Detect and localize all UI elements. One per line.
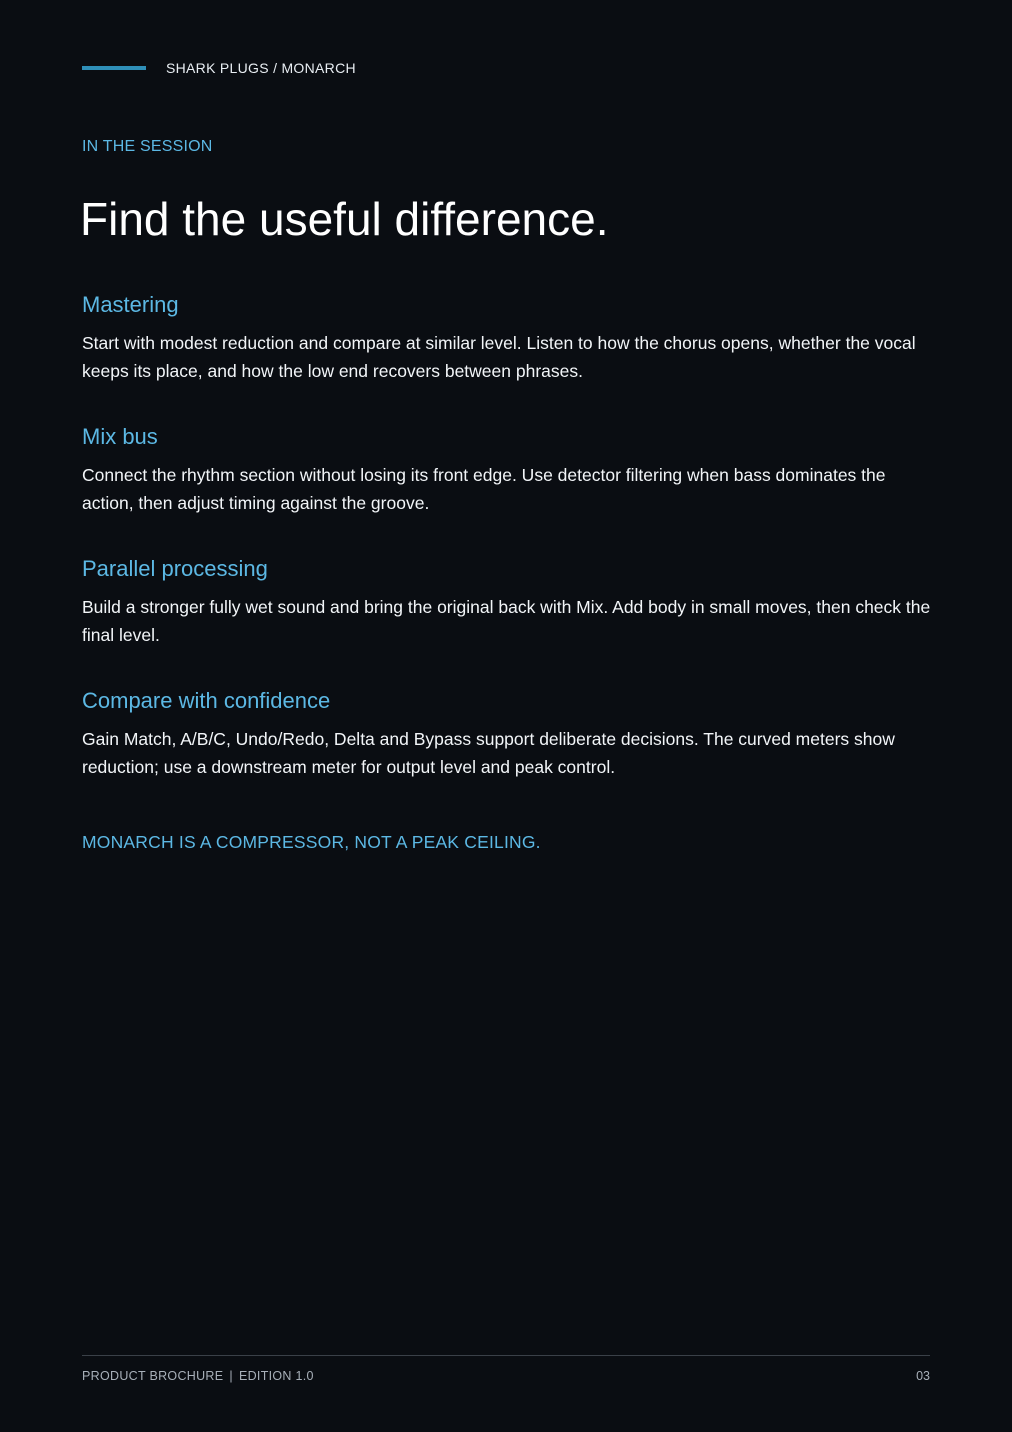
section-heading: Compare with confidence [82,688,331,713]
section-eyebrow: IN THE SESSION [82,138,213,155]
section-parallel-processing [82,554,932,686]
use-case-sections [82,290,932,818]
header-brand: SHARK PLUGS / MONARCH [166,60,356,76]
page-header [82,58,356,78]
callout-statement: MONARCH IS A COMPRESSOR, NOT A PEAK CEILING. [82,832,541,852]
footer-separator: | [229,1369,233,1383]
footer-edition: EDITION 1.0 [238,1369,314,1383]
section-body: Start with modest reduction and compare at similar level. Listen to how the chorus opens, whether the vocal keeps its place, and how the low end recovers between phrases. [82,333,916,381]
section-mix-bus [82,422,932,554]
section-heading: Mastering [82,292,179,317]
section-mastering [82,290,932,422]
section-heading: Parallel processing [82,556,268,581]
footer-divider [82,1355,930,1356]
section-body: Gain Match, A/B/C, Undo/Redo, Delta and Bypass support deliberate decisions. The curved meters show reduction; use a downstream meter for output level and peak control. [82,729,895,777]
header-accent-bar [82,66,146,70]
page-title: Find the useful difference. [80,193,609,245]
section-heading: Mix bus [82,424,158,449]
section-body: Build a stronger fully wet sound and bring the original back with Mix. Add body in small moves, then check the final level. [82,597,931,645]
page-number: 03 [916,1369,930,1383]
section-compare [82,686,932,818]
footer-product: PRODUCT BROCHURE [82,1369,224,1383]
footer-info [82,1369,314,1383]
section-body: Connect the rhythm section without losing its front edge. Use detector filtering when bass dominates the action, then adjust timing against the groove. [82,465,886,513]
